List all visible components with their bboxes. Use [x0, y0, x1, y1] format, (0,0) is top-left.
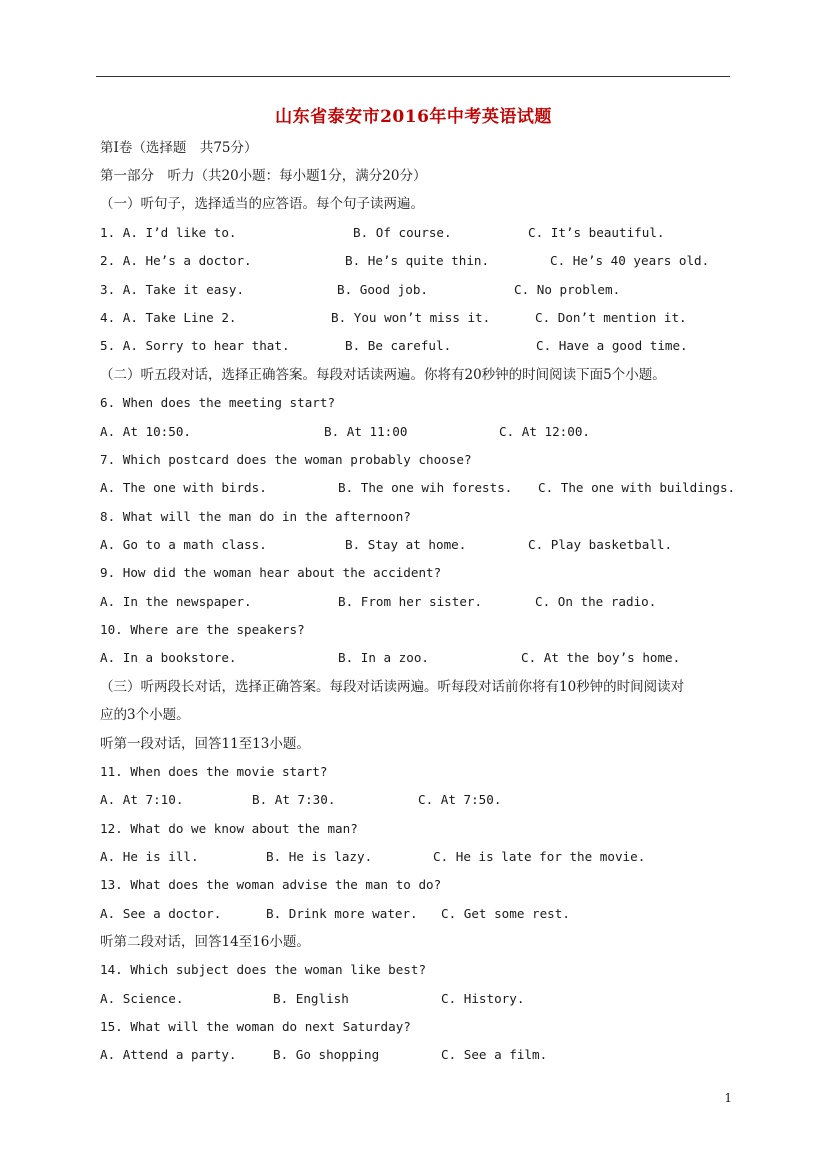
q15-option-a: A. Attend a party. — [100, 1047, 237, 1062]
q8-option-c: C. Play basketball. — [528, 537, 673, 552]
exam-title: 山东省泰安市2016年中考英语试题 — [275, 107, 552, 127]
q15-option-c: C. See a film. — [441, 1047, 548, 1062]
q9-question: 9. How did the woman hear about the accident? — [100, 565, 442, 580]
q3-option-a: 3. A. Take it easy. — [100, 282, 245, 297]
q12-question: 12. What do we know about the man? — [100, 821, 358, 836]
q5-option-b: B. Be careful. — [345, 338, 452, 353]
q13-option-a: A. See a doctor. — [100, 906, 222, 921]
dialogue2-heading: 听第二段对话，回答14至16小题。 — [100, 934, 310, 950]
section2-instruction: （二）听五段对话，选择正确答案。每段对话读两遍。你将有20秒钟的时间阅读下面5个小题。 — [100, 367, 666, 383]
q14-option-c: C. History. — [441, 991, 525, 1006]
q10-option-a: A. In a bookstore. — [100, 650, 237, 665]
q14-option-a: A. Science. — [100, 991, 184, 1006]
q13-question: 13. What does the woman advise the man to do? — [100, 877, 442, 892]
q6-option-a: A. At 10:50. — [100, 424, 191, 439]
q1-option-a: 1. A. I’d like to. — [100, 225, 237, 240]
q10-option-b: B. In a zoo. — [338, 650, 429, 665]
q8-question: 8. What will the man do in the afternoon? — [100, 509, 411, 524]
q2-option-c: C. He’s 40 years old. — [550, 253, 710, 268]
q4-option-c: C. Don’t mention it. — [535, 310, 687, 325]
section3-instruction-line2: 应的3个小题。 — [100, 707, 190, 723]
q7-option-c: C. The one with buildings. — [538, 480, 736, 495]
section3-instruction-line1: （三）听两段长对话，选择正确答案。每段对话读两遍。听每段对话前你将有10秒钟的时间阅读对 — [100, 679, 685, 695]
q4-option-b: B. You won’t miss it. — [331, 310, 491, 325]
page-number: 1 — [724, 1091, 732, 1105]
q10-question: 10. Where are the speakers? — [100, 622, 305, 637]
q2-option-b: B. He’s quite thin. — [345, 253, 490, 268]
q5-option-c: C. Have a good time. — [536, 338, 688, 353]
q14-question: 14. Which subject does the woman like best? — [100, 962, 427, 977]
q5-option-a: 5. A. Sorry to hear that. — [100, 338, 290, 353]
section1-instruction: （一）听句子，选择适当的应答语。每个句子读两遍。 — [100, 196, 424, 212]
q6-option-b: B. At 11:00 — [324, 424, 408, 439]
q6-question: 6. When does the meeting start? — [100, 395, 336, 410]
q3-option-b: B. Good job. — [337, 282, 428, 297]
q9-option-c: C. On the radio. — [535, 594, 657, 609]
q12-option-c: C. He is late for the movie. — [433, 849, 646, 864]
q12-option-b: B. He is lazy. — [266, 849, 373, 864]
header-rule — [96, 76, 730, 77]
q10-option-c: C. At the boy’s home. — [521, 650, 681, 665]
q7-option-b: B. The one wih forests. — [338, 480, 513, 495]
q1-option-c: C. It’s beautiful. — [528, 225, 665, 240]
q12-option-a: A. He is ill. — [100, 849, 199, 864]
q15-option-b: B. Go shopping — [273, 1047, 380, 1062]
q7-question: 7. Which postcard does the woman probably choose? — [100, 452, 472, 467]
q8-option-a: A. Go to a math class. — [100, 537, 267, 552]
q11-question: 11. When does the movie start? — [100, 764, 328, 779]
q8-option-b: B. Stay at home. — [345, 537, 467, 552]
q11-option-c: C. At 7:50. — [418, 792, 502, 807]
part1-heading: 第一部分 听力（共20小题：每小题1分，满分20分） — [100, 168, 427, 184]
q11-option-b: B. At 7:30. — [252, 792, 336, 807]
q9-option-b: B. From her sister. — [338, 594, 483, 609]
q2-option-a: 2. A. He’s a doctor. — [100, 253, 252, 268]
q3-option-c: C. No problem. — [514, 282, 621, 297]
dialogue1-heading: 听第一段对话，回答11至13小题。 — [100, 736, 310, 752]
q4-option-a: 4. A. Take Line 2. — [100, 310, 237, 325]
q6-option-c: C. At 12:00. — [499, 424, 590, 439]
q15-question: 15. What will the woman do next Saturday? — [100, 1019, 411, 1034]
q13-option-c: C. Get some rest. — [441, 906, 570, 921]
q11-option-a: A. At 7:10. — [100, 792, 184, 807]
q14-option-b: B. English — [273, 991, 349, 1006]
q1-option-b: B. Of course. — [353, 225, 452, 240]
q13-option-b: B. Drink more water. — [266, 906, 418, 921]
volume-heading: 第Ⅰ卷（选择题 共75分） — [100, 140, 258, 156]
q9-option-a: A. In the newspaper. — [100, 594, 252, 609]
q7-option-a: A. The one with birds. — [100, 480, 267, 495]
